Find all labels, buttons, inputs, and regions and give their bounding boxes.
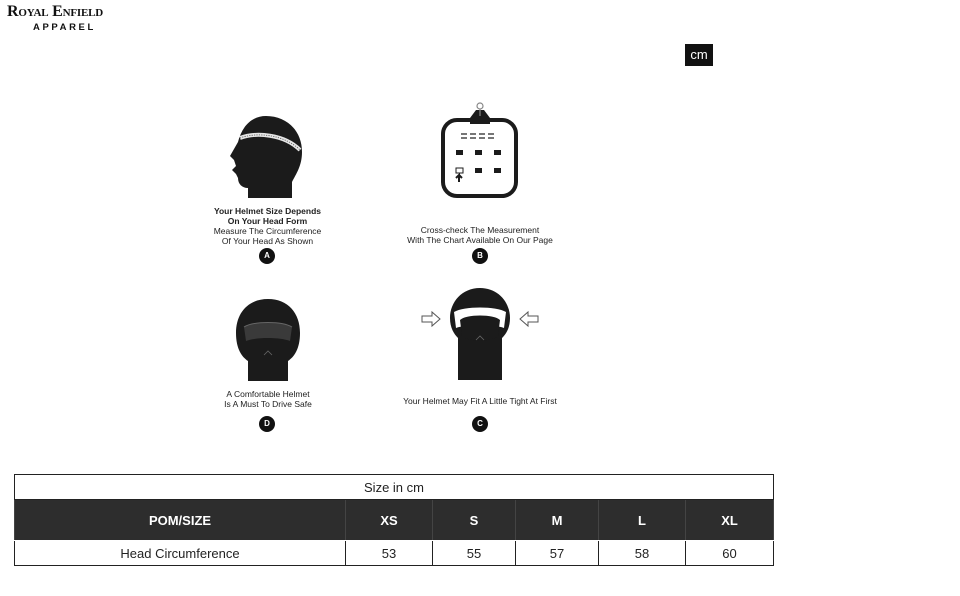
- step-a-caption-line-1: Measure The Circumference: [213, 226, 322, 236]
- size-table: [14, 474, 774, 566]
- step-b-caption-line-2: With The Chart Available On Our Page: [407, 235, 553, 245]
- cell-m: 57: [516, 541, 599, 566]
- step-b-badge: B: [472, 248, 488, 264]
- brand-name: Royal Enfield: [7, 3, 103, 20]
- cell-s: 55: [433, 541, 516, 566]
- row-label: Head Circumference: [15, 541, 346, 566]
- step-a-caption-line-2: Of Your Head As Shown: [221, 236, 314, 246]
- step-b-caption-line-1: Cross-check The Measurement: [420, 225, 540, 235]
- brand-subtitle: APPAREL: [33, 22, 96, 33]
- brand-logo[interactable]: [7, 4, 127, 33]
- step-c-caption: [395, 396, 565, 406]
- step-a-caption: [190, 206, 345, 246]
- step-c-badge: C: [472, 416, 488, 432]
- unit-toggle-button[interactable]: cm: [685, 44, 713, 66]
- header-pom-size: POM/SIZE: [15, 500, 346, 541]
- header-s: S: [433, 500, 516, 541]
- head-measure-illustration: [226, 112, 308, 200]
- comfortable-helmet-illustration: [234, 297, 302, 383]
- header-xl: XL: [686, 500, 774, 541]
- cell-xs: 53: [346, 541, 433, 566]
- tight-helmet-illustration: [418, 286, 542, 382]
- cell-xl: 60: [686, 541, 774, 566]
- step-a-badge: A: [259, 248, 275, 264]
- header-m: M: [516, 500, 599, 541]
- step-d-caption-line-1: A Comfortable Helmet: [226, 389, 310, 399]
- cell-l: 58: [599, 541, 686, 566]
- header-xs: XS: [346, 500, 433, 541]
- step-d-badge: D: [259, 416, 275, 432]
- step-d-caption-line-2: Is A Must To Drive Safe: [224, 399, 312, 409]
- step-c-caption-line-1: Your Helmet May Fit A Little Tight At First: [403, 396, 557, 406]
- header-l: L: [599, 500, 686, 541]
- step-b-caption: [400, 225, 560, 245]
- table-row: [15, 541, 774, 566]
- size-chart-icon: [440, 102, 520, 200]
- step-d-caption: [188, 389, 348, 409]
- size-table-caption: Size in cm: [15, 475, 774, 500]
- step-a-caption-bold-1: Your Helmet Size Depends: [213, 206, 322, 216]
- step-a-caption-bold-2: On Your Head Form: [227, 216, 308, 226]
